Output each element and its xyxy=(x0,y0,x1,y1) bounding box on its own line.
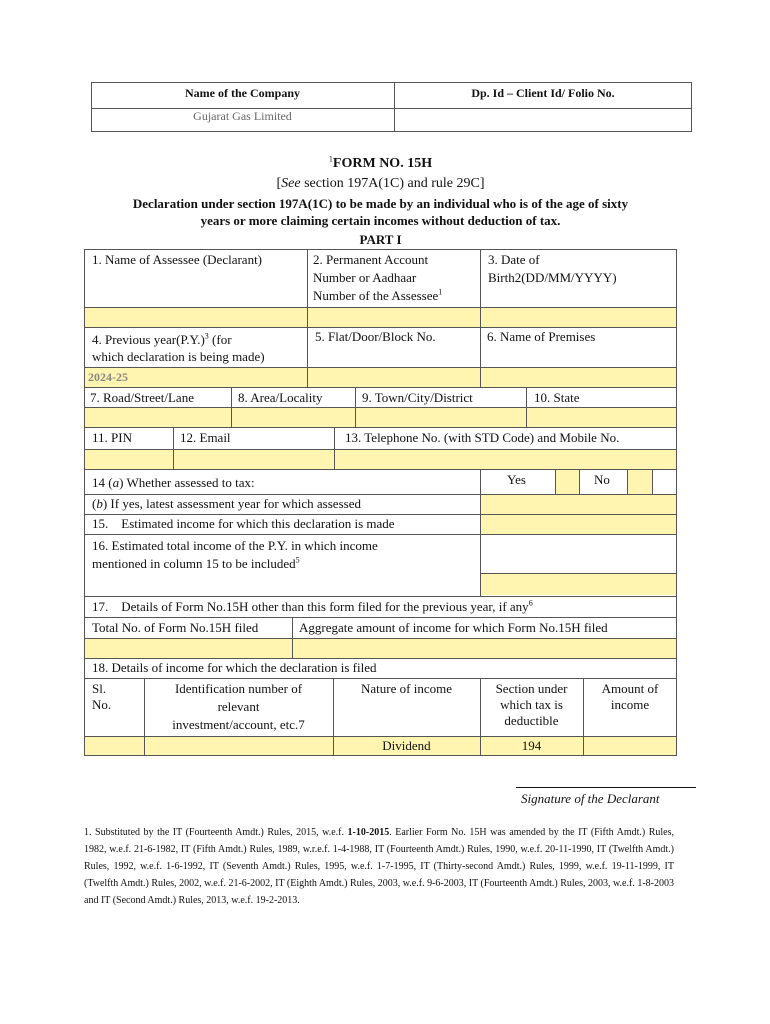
total-income-input[interactable] xyxy=(481,574,676,595)
state-input[interactable] xyxy=(527,408,676,427)
declaration-line-1: Declaration under section 197A(1C) to be made by an individual who is of the age of sixty xyxy=(132,196,629,211)
income-header-section-3: deductible xyxy=(504,713,559,728)
form-title: $^1$FORM NO. 15H xyxy=(328,154,433,171)
area-input[interactable] xyxy=(232,408,355,427)
declaration-line-2: years or more claiming certain incomes without deduction of tax. xyxy=(200,213,561,228)
estimated-income-input[interactable] xyxy=(481,515,676,534)
field-13-label: 13. Telephone No. (with STD Code) and Mobile No. xyxy=(345,430,620,445)
field-3-label-1: 3. Date of xyxy=(488,252,540,267)
flat-input[interactable] xyxy=(308,368,480,387)
field-11-label: 11. PIN xyxy=(92,430,132,445)
field-3-label-2: Birth2(DD/MM/YYYY) xyxy=(488,270,617,285)
income-header-amount-2: income xyxy=(610,697,650,712)
field-2-label-1: 2. Permanent Account xyxy=(313,252,429,267)
income-header-sl-1: Sl. xyxy=(92,681,107,696)
field-1-label: 1. Name of Assessee (Declarant) xyxy=(92,252,263,267)
income-row-section: 194 xyxy=(521,738,542,753)
field-17-label: 17. Details of Form No.15H other than this form filed for the previous year, if any$^6$ xyxy=(92,598,533,614)
signature-line xyxy=(516,787,696,788)
previous-year-value: 2024-25 xyxy=(88,370,128,384)
field-8-label: 8. Area/Locality xyxy=(238,390,323,405)
field-17-col2: Aggregate amount of income for which Form No.15H filed xyxy=(299,620,608,635)
field-9-label: 9. Town/City/District xyxy=(362,390,473,405)
premises-input[interactable] xyxy=(481,368,676,387)
income-header-amount-1: Amount of xyxy=(601,681,659,696)
income-header-section-2: which tax is xyxy=(500,697,563,712)
yes-checkbox[interactable] xyxy=(556,470,579,494)
telephone-input[interactable] xyxy=(335,450,676,469)
income-row-amount[interactable] xyxy=(584,737,676,755)
dob-input[interactable] xyxy=(481,308,676,327)
field-10-label: 10. State xyxy=(534,390,580,405)
income-row-nature: Dividend xyxy=(382,738,431,753)
signature-label: Signature of the Declarant xyxy=(521,791,660,806)
assessment-year-input[interactable] xyxy=(481,495,676,514)
field-18-label: 18. Details of income for which the declaration is filed xyxy=(92,660,377,675)
field-12-label: 12. Email xyxy=(180,430,231,445)
town-input[interactable] xyxy=(356,408,526,427)
field-2-label-3: Number of the Assessee$^1$ xyxy=(313,287,443,303)
email-input[interactable] xyxy=(174,450,334,469)
footnote: 1. Substituted by the IT (Fourteenth Amdt.) Rules, 2015, w.e.f. 1-10-2015. Earlier Form No. 15H was amended by the IT (Fifth Amdt.) Rules, 1982, w.e.f. 21-6-1982, IT (Fifth Amdt.) Rules, 1989, w.r.e.f. 1-4-1988, IT (Fourteenth Amdt.) Rules, 1990, w.e.f. 20-11-1990, IT (Twelfth Amdt.) Rules, 1992, w.e.f. 1-6-1992, IT (Seventh Amdt.) Rules, 1995, w.e.f. 1-7-1995, IT (Thirty-second Amdt.) Rules, 1999, w.e.f. 19-11-1999, IT (Twelfth Amdt.) Rules, 2002, w.e.f. 21-6-2002, IT (Eighth Amdt.) Rules, 2003, w.e.f. 9-6-2003, IT (Fourteenth Amdt.) Rules, 2003, w.e.f. 1-8-2003 and IT (Second Amdt.) Rules, 2013, w.e.f. 19-2-2013. xyxy=(84,827,674,906)
no-checkbox[interactable] xyxy=(628,470,652,494)
road-input[interactable] xyxy=(85,408,231,427)
name-input[interactable] xyxy=(85,308,307,327)
income-header-section-1: Section under xyxy=(495,681,568,696)
income-row-sl[interactable] xyxy=(85,737,144,755)
field-14b-label: (b) If yes, latest assessment year for which assessed xyxy=(92,496,361,511)
company-name-header: Name of the Company xyxy=(185,86,300,100)
income-header-id-3: investment/account, etc.7 xyxy=(172,717,305,732)
no-label: No xyxy=(594,472,610,487)
income-header-sl-2: No. xyxy=(92,697,112,712)
form-subtitle: [See section 197A(1C) and rule 29C] xyxy=(276,176,485,191)
company-name-value[interactable]: Gujarat Gas Limited xyxy=(193,109,292,123)
field-17-col1: Total No. of Form No.15H filed xyxy=(92,620,259,635)
field-6-label: 6. Name of Premises xyxy=(487,329,596,344)
pan-input[interactable] xyxy=(308,308,480,327)
income-header-id-1: Identification number of xyxy=(174,681,303,696)
part-heading: PART I xyxy=(359,232,402,247)
field-14a-label: 14 (a) Whether assessed to tax: xyxy=(92,475,255,490)
field-7-label: 7. Road/Street/Lane xyxy=(90,390,194,405)
yes-label: Yes xyxy=(507,472,526,487)
aggregate-income-input[interactable] xyxy=(293,639,676,658)
forms-count-input[interactable] xyxy=(85,639,292,658)
field-2-label-2: Number or Aadhaar xyxy=(313,270,417,285)
field-5-label: 5. Flat/Door/Block No. xyxy=(315,329,436,344)
income-header-id-2: relevant xyxy=(217,699,260,714)
field-16-label-2: mentioned in column 15 to be included$^5$ xyxy=(92,555,300,571)
field-4-label-2: which declaration is being made) xyxy=(92,349,265,364)
income-row-id[interactable] xyxy=(145,737,333,755)
field-16-label-1: 16. Estimated total income of the P.Y. in which income xyxy=(92,538,378,553)
income-header-nature: Nature of income xyxy=(361,681,452,696)
field-4-label-1: 4. Previous $year(P.Y.)^3$ (for xyxy=(92,331,232,347)
client-id-header: Dp. Id – Client Id/ Folio No. xyxy=(471,86,615,100)
field-15-label: 15. Estimated income for which this declaration is made xyxy=(92,516,395,531)
pin-input[interactable] xyxy=(85,450,173,469)
